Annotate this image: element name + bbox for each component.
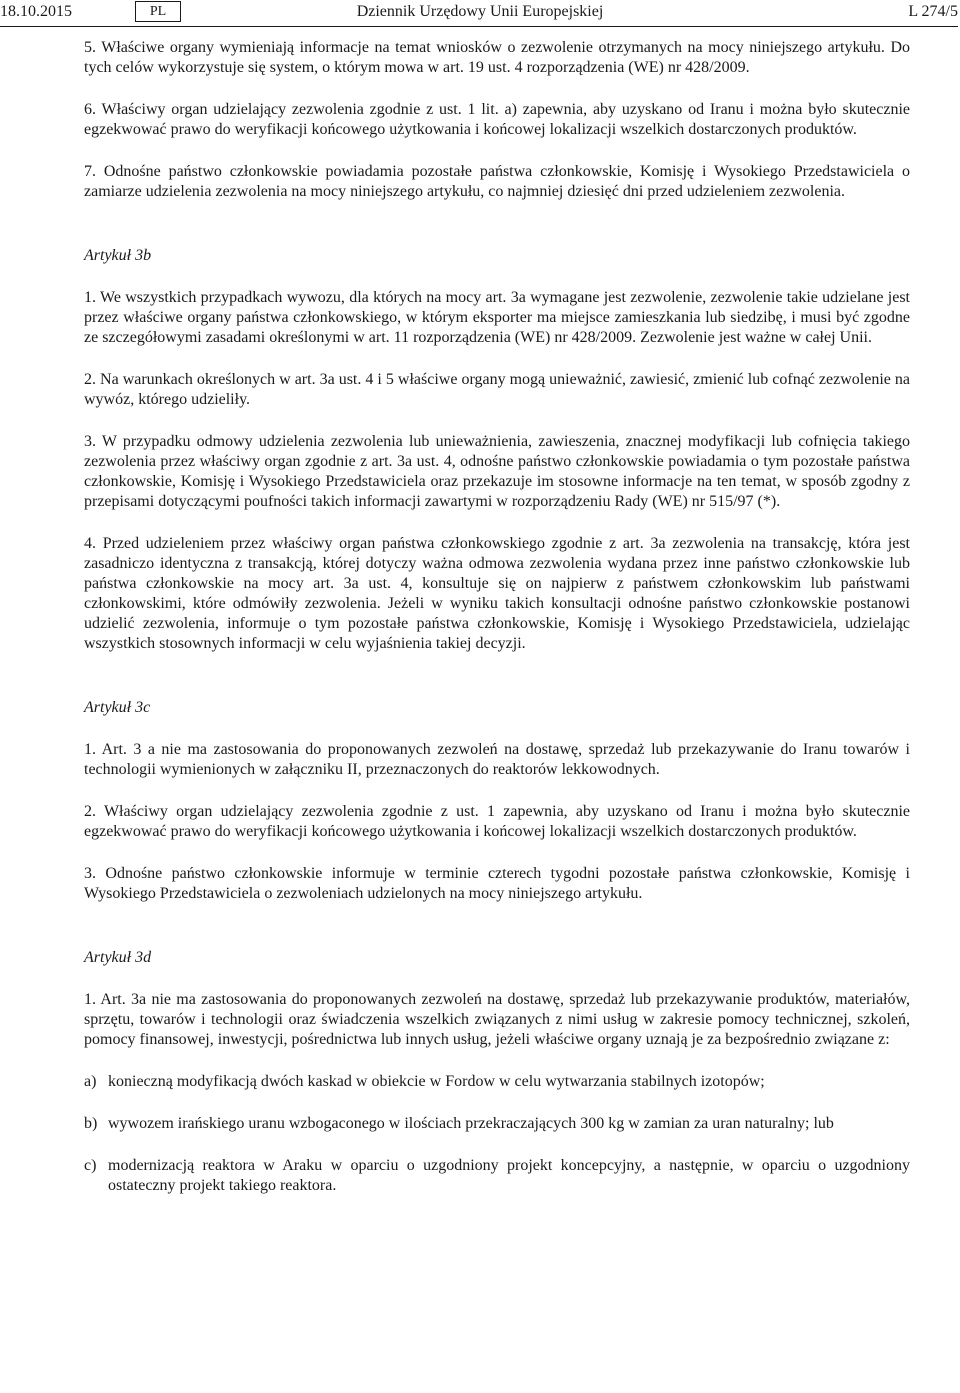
article-3b-paragraph-2: 2. Na warunkach określonych w art. 3a ust. 4 i 5 właściwe organy mogą unieważnić, zawiesić, zmienić lub cofnąć zezwolenie na wywóz, którego udzieliły. <box>84 371 910 408</box>
article-3c-paragraph-3: 3. Odnośne państwo członkowskie informuje w terminie czterech tygodni pozostałe państwa członkowskie, Komisję i Wysokiego Przedstawiciela o zezwoleniach udzielonych na mocy niniejszego artykułu. <box>84 865 910 902</box>
paragraph-5: 5. Właściwe organy wymieniają informacje na temat wniosków o zezwolenie otrzymanych na mocy niniejszego artykułu. Do tych celów wykorzystuje się system, o którym mowa w art. 19 ust. 4 rozporządzenia (WE) nr 428/2009. <box>84 39 910 76</box>
paragraph-6: 6. Właściwy organ udzielający zezwolenia zgodnie z ust. 1 lit. a) zapewnia, aby uzyskano od Iranu i można było skutecznie egzekwować prawo do weryfikacji końcowego użytkowania i końcowej lokalizacji wszelkich dostarczonych produktów. <box>84 101 910 138</box>
article-3c-paragraph-1: 1. Art. 3 a nie ma zastosowania do proponowanych zezwoleń na dostawę, sprzedaż lub przekazywanie do Iranu towarów i technologii wymienionych w załączniku II, przeznaczonych do reaktorów lekkowodnych. <box>84 741 910 778</box>
article-3b-paragraph-3: 3. W przypadku odmowy udzielenia zezwolenia lub unieważnienia, zawieszenia, znacznej modyfikacji lub cofnięcia takiego zezwolenia przez właściwy organ zgodnie z art. 3a ust. 4, odnośne państwo członkowskie powiadamia o tym pozostałe państwa członkowskie, Komisję i Wysokiego Przedstawiciela oraz przekazuje im stosowne informacje na ten temat, w sposób zgodny z przepisami dotyczącymi poufności takich informacji zawartymi w rozporządzeniu Rady (WE) nr 515/97 (*). <box>84 433 910 510</box>
list-item-b <box>84 1114 910 1134</box>
article-3c-paragraph-2: 2. Właściwy organ udzielający zezwolenia zgodnie z ust. 1 zapewnia, aby uzyskano od Iranu i można było skutecznie egzekwować prawo do weryfikacji końcowego użytkowania i końcowej lokalizacji wszelkich dostarczonych produktów. <box>84 803 910 840</box>
article-3d-title: Artykuł 3d <box>84 949 152 966</box>
list-item-c <box>84 1156 910 1196</box>
list-item-label: c) <box>84 1157 97 1174</box>
article-3c-title: Artykuł 3c <box>84 699 151 716</box>
list-item-text: konieczną modyfikacją dwóch kaskad w obiekcie w Fordow w celu wytwarzania stabilnych izotopów; <box>108 1073 765 1090</box>
list-item-a <box>84 1072 910 1092</box>
article-3b-paragraph-4: 4. Przed udzieleniem przez właściwy organ państwa członkowskiego zgodnie z art. 3a zezwolenia na transakcję, która jest zasadniczo identyczna z transakcją, której dotyczy ważna odmowa zezwolenia wydana przez inne państwo członkowskie lub państwa członkowskie na mocy art. 3a ust. 4, konsultuje się on najpierw z państwem członkowskim lub państwami członkowskimi, które odmówiły zezwolenia. Jeżeli w wyniku takich konsultacji odnośne państwo członkowskie postanowi udzielić zezwolenia, informuje o tym pozostałe państwa członkowskie, Komisję i Wysokiego Przedstawiciela, udzielając wszystkich stosownych informacji w celu wyjaśnienia takiej decyzji. <box>84 535 910 652</box>
list-item-text: modernizacją reaktora w Araku w oparciu o uzgodniony projekt koncepcyjny, a następnie, w oparciu o uzgodniony ostateczny projekt takiego reaktora. <box>108 1157 910 1194</box>
list-item-label: a) <box>84 1073 97 1090</box>
journal-title: Dziennik Urzędowy Unii Europejskiej <box>356 3 604 20</box>
page-reference: L 274/5 <box>908 3 958 20</box>
list-item-text: wywozem irańskiego uranu wzbogaconego w ilościach przekraczających 300 kg w zamian za uran naturalny; lub <box>108 1115 834 1132</box>
document-body <box>84 38 910 1196</box>
paragraph-7: 7. Odnośne państwo członkowskie powiadamia pozostałe państwa członkowskie, Komisję i Wysokiego Przedstawiciela o zamiarze udzielenia zezwolenia na mocy niniejszego artykułu, co najmniej dziesięć dni przed udzieleniem zezwolenia. <box>84 163 910 200</box>
article-3b-paragraph-1: 1. We wszystkich przypadkach wywozu, dla których na mocy art. 3a wymagane jest zezwolenie, zezwolenie takie udzielane jest przez właściwe organy państwa członkowskiego, w którym eksporter ma miejsce zamieszkania lub siedzibę, i musi być zgodne ze szczegółowymi zasadami określonymi w art. 11 rozporządzenia (WE) nr 428/2009. Zezwolenie jest ważne w całej Unii. <box>84 289 910 346</box>
publication-date: 18.10.2015 <box>0 3 72 20</box>
language-badge: PL <box>135 1 181 22</box>
header-rule <box>0 26 958 27</box>
page-header <box>0 0 960 28</box>
article-3d-paragraph-1: 1. Art. 3a nie ma zastosowania do proponowanych zezwoleń na dostawę, sprzedaż lub przekazywanie produktów, materiałów, sprzętu, towarów i technologii oraz świadczenia wszelkich związanych z nimi usług w zakresie pomocy technicznej, szkoleń, pomocy finansowej, inwestycji, pośrednictwa lub innych usług, jeżeli właściwe organy uznają je za bezpośrednio związane z: <box>84 991 910 1048</box>
article-3b-title: Artykuł 3b <box>84 247 152 264</box>
list-item-label: b) <box>84 1115 98 1132</box>
